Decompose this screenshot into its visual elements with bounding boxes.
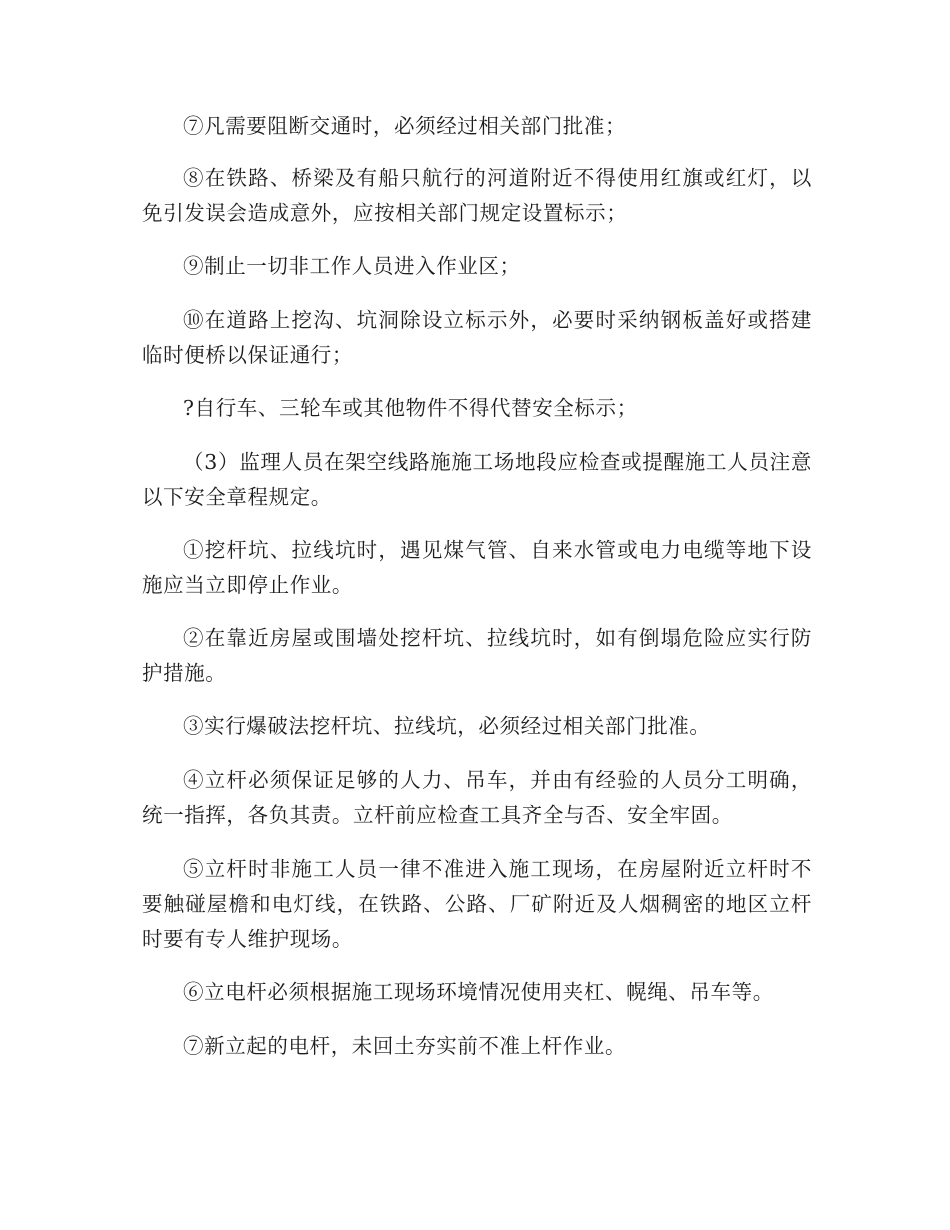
paragraph-item-4-pole-erection: ④立杆必须保证足够的人力、吊车，并由有经验的人员分工明确，统一指挥，各负其责。立杆前应检查工具齐全与否、安全牢固。 — [142, 768, 812, 827]
paragraph-item-6-equipment: ⑥立电杆必须根据施工现场环境情况使用夹杠、幌绳、吊车等。 — [183, 980, 774, 1004]
paragraph-item-3-blasting: ③实行爆破法挖杆坑、拉线坑，必须经过相关部门批准。 — [183, 714, 711, 738]
paragraph-item-11-no-substitute-signs: ?自行车、三轮车或其他物件不得代替安全标示； — [183, 396, 638, 420]
paragraph-item-7-traffic-approval: ⑦凡需要阻断交通时，必须经过相关部门批准； — [183, 114, 627, 138]
paragraph-item-10-trench-cover: ⑩在道路上挖沟、坑洞除设立标示外，必要时采纳钢板盖好或搭建临时便桥以保证通行； — [142, 308, 812, 367]
paragraph-item-5-site-control: ⑤立杆时非施工人员一律不准进入施工现场，在房屋附近立杆时不要触碰屋檐和电灯线，在铁路、公路、厂矿附近及人烟稠密的地区立杆时要有专人维护现场。 — [142, 857, 812, 951]
paragraph-item-8-railway-signals: ⑧在铁路、桥梁及有船只航行的河道附近不得使用红旗或红灯，以免引发误会造成意外，应按相关部门规定设置标示； — [142, 166, 812, 225]
paragraph-item-2-near-houses: ②在靠近房屋或围墙处挖杆坑、拉线坑时，如有倒塌危险应实行防护措施。 — [142, 626, 812, 685]
paragraph-item-1-pole-pits: ①挖杆坑、拉线坑时，遇见煤气管、自来水管或电力电缆等地下设施应当立即停止作业。 — [142, 538, 812, 597]
paragraph-item-7-new-poles: ⑦新立起的电杆，未回土夯实前不准上杆作业。 — [183, 1034, 627, 1058]
paragraph-item-9-no-entry: ⑨制止一切非工作人员进入作业区； — [183, 254, 521, 278]
paragraph-section-3-overhead-lines: （3）监理人员在架空线路施施工场地段应检查或提醒施工人员注意以下安全章程规定。 — [142, 450, 812, 509]
